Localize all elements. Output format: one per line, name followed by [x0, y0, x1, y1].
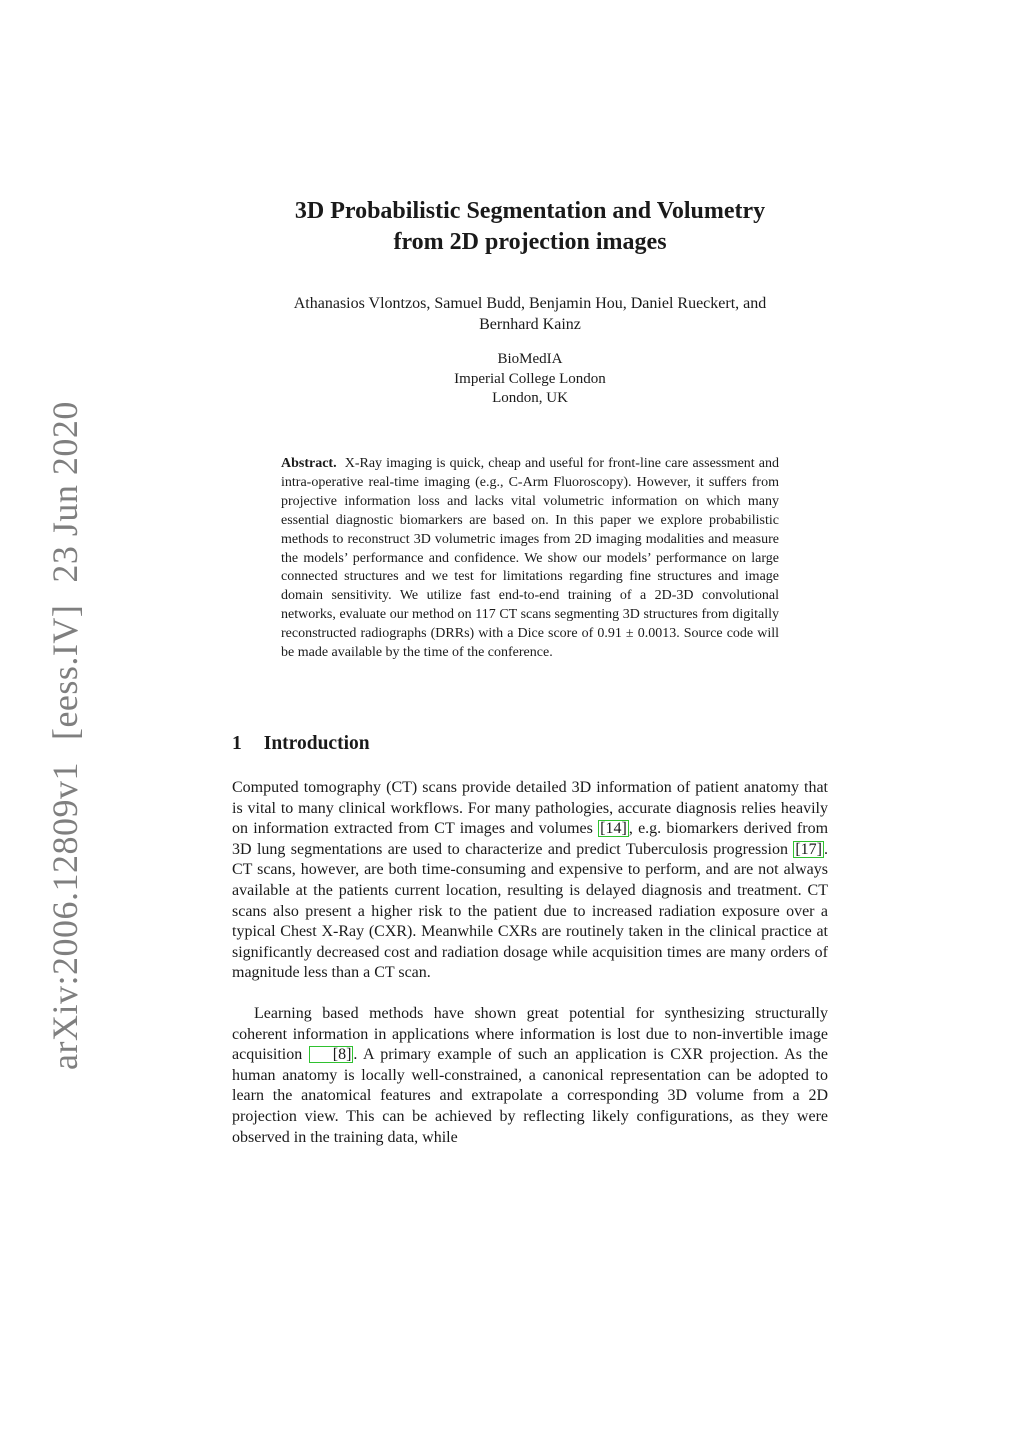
arxiv-category: [eess.IV]	[45, 604, 85, 741]
affiliation-institution: Imperial College London	[454, 370, 606, 387]
paragraph-text: . A primary example of such an application is CXR projection. As the human anatomy is locally well-constrained, a canonical representation can be adopted to learn the anatomical features and extrapolate a corresponding 3D volume from a 2D projection view. This can be achieved by reflecting likely configurations, as they were observed in the training data, while	[232, 1046, 828, 1146]
author-list	[232, 293, 828, 335]
abstract	[281, 455, 779, 663]
abstract-label: Abstract.	[281, 456, 337, 471]
affiliation	[232, 350, 828, 409]
arxiv-stamp	[44, 379, 86, 1070]
abstract-text: X-Ray imaging is quick, cheap and useful for front-line care assessment and intra-operative real-time imaging (e.g., C-Arm Fluoroscopy). However, it suffers from projective information loss and lacks vital volumetric information on which many essential diagnostic biomarkers are based on. In this paper we explore probabilistic methods to reconstruct 3D volumetric images from 2D imaging modalities and measure the models’ performance and confidence. We show our models’ performance on large connected structures and we test for limitations regarding fine structures and image domain sensitivity. We utilize fast end-to-end training of a 2D-3D convolutional networks, evaluate our method on 117 CT scans segmenting 3D structures from digitally reconstructed radiographs (DRRs) with a Dice score of 0.91 ± 0.0013. Source code will be made available by the time of the conference.	[281, 456, 779, 661]
citation-link[interactable]: [14]	[600, 820, 627, 838]
section-number: 1	[232, 733, 242, 754]
arxiv-id: arXiv:2006.12809v1	[45, 762, 85, 1070]
arxiv-date: 23 Jun 2020	[45, 401, 85, 583]
title-line-1: 3D Probabilistic Segmentation and Volumetry	[294, 198, 766, 224]
paragraph-text: Learning based methods have shown great potential for synthesizing structurally coherent information in applications where information is lost due to non-invertible image acquisition	[232, 1005, 828, 1064]
paragraph-text: , e.g. biomarkers derived from 3D lung segmentations are used to characterize and predict Tuberculosis progression	[232, 820, 829, 858]
intro-paragraph-1	[232, 778, 828, 984]
affiliation-location: London, UK	[492, 390, 568, 406]
title-line-2: from 2D projection images	[393, 229, 667, 255]
affiliation-lab: BioMedIA	[497, 351, 563, 367]
citation-link[interactable]: [8]	[309, 1046, 354, 1063]
authors-line-1: Athanasios Vlontzos, Samuel Budd, Benjamin Hou, Daniel Rueckert, and	[293, 295, 767, 312]
section-title: Introduction	[263, 733, 370, 754]
section-heading-introduction	[232, 733, 370, 755]
intro-paragraph-2	[232, 1004, 828, 1148]
paragraph-text: . CT scans, however, are both time-consuming and expensive to perform, and are not always available at the patients current location, resulting is delayed diagnosis and treatment. CT scans also present a higher risk to the patient due to increased radiation exposure over a typical Chest X-Ray (CXR). Meanwhile CXRs are routinely taken in the clinical practice at significantly decreased cost and radiation dosage while acquisition times are many orders of magnitude less than a CT scan.	[232, 840, 828, 982]
citation-link[interactable]: [17]	[795, 840, 822, 858]
paragraph-text: Computed tomography (CT) scans provide detailed 3D information of patient anatomy that is vital to many clinical workflows. For many pathologies, accurate diagnosis relies heavily on information extracted from CT images and volumes	[232, 779, 828, 838]
authors-line-2: Bernhard Kainz	[479, 316, 581, 333]
paper-title	[232, 196, 828, 258]
